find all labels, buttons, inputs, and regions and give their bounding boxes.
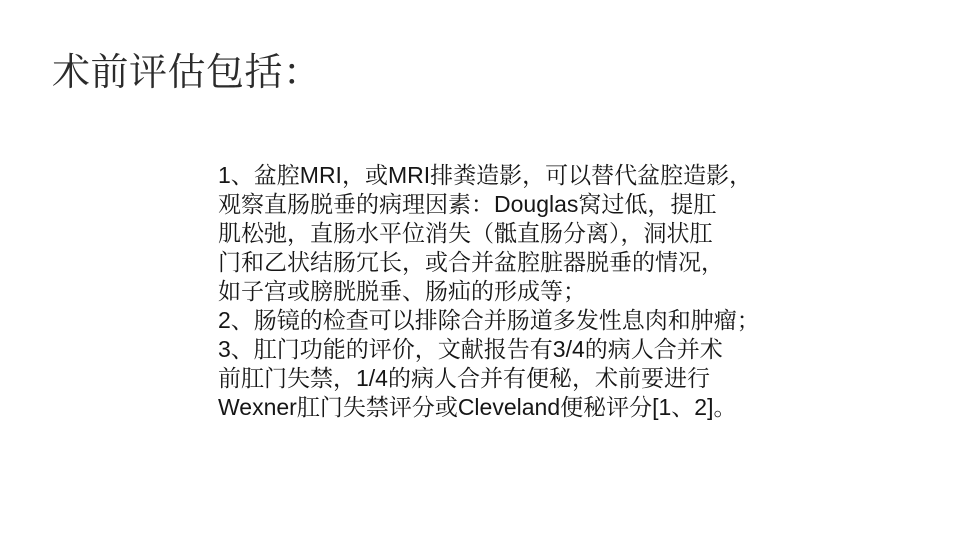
body-line: 3、肛门功能的评价，文献报告有3/4的病人合并术 (218, 336, 723, 362)
body-line: Wexner肛门失禁评分或Cleveland便秘评分[1、2]。 (218, 394, 737, 420)
slide-title: 术前评估包括： (52, 52, 322, 94)
body-line: 2、肠镜的检查可以排除合并肠道多发性息肉和肿瘤； (218, 307, 760, 333)
body-line: 前肛门失禁，1/4的病人合并有便秘，术前要进行 (218, 365, 710, 391)
body-line: 观察直肠脱垂的病理因素：Douglas窝过低，提肛 (218, 191, 717, 217)
body-line: 如子宫或膀胱脱垂、肠疝的形成等； (218, 278, 586, 304)
body-line: 门和乙状结肠冗长，或合并盆腔脏器脱垂的情况， (218, 249, 724, 275)
body-line: 1、盆腔MRI，或MRI排粪造影，可以替代盆腔造影， (218, 162, 753, 188)
body-line: 肌松弛，直肠水平位消失（骶直肠分离），洞状肛 (218, 220, 713, 246)
slide-body-textblock (218, 161, 798, 422)
